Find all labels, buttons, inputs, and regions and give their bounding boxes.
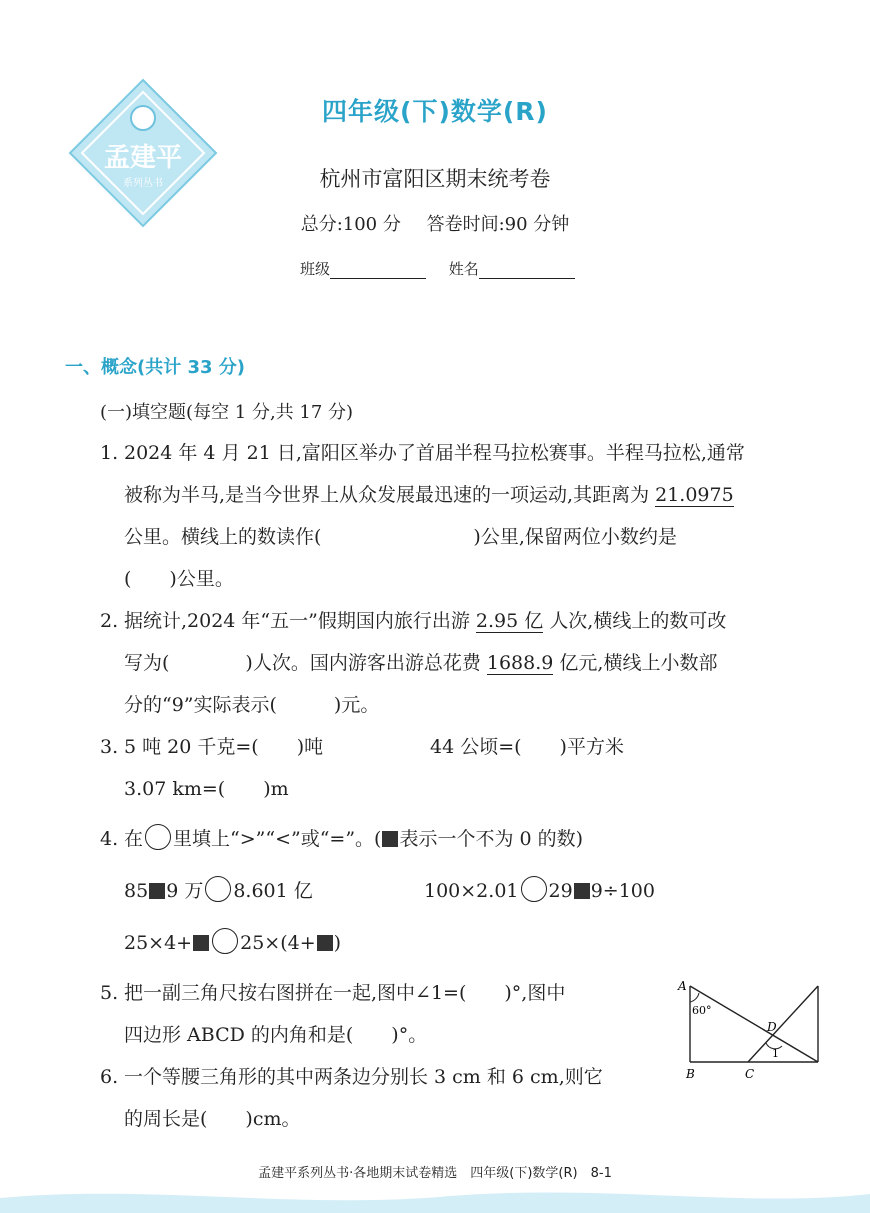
label-B: B [686, 1067, 695, 1081]
black-square-icon [193, 935, 209, 951]
black-square-icon [149, 883, 165, 899]
name-field[interactable] [479, 264, 575, 279]
class-label: 班级 [300, 260, 331, 278]
black-square-icon [317, 935, 333, 951]
compare-circle[interactable] [205, 876, 231, 902]
circle-symbol-icon [145, 824, 171, 850]
footer-wave-decoration [0, 1180, 870, 1213]
black-square-icon [382, 831, 398, 847]
svg-text:系列丛书: 系列丛书 [123, 178, 163, 189]
label-1: 1 [772, 1047, 779, 1060]
question-2: 2. 据统计,2024 年“五一”假期国内旅行出游 2.95 亿 人次,横线上的数可改 写为( )人次。国内游客出游总花费 1688.9 亿元,横线上小数部 分的“9”实际表示( )元。 [100, 610, 727, 716]
class-field[interactable] [330, 264, 426, 279]
subsection-title: (一)填空题(每空 1 分,共 17 分) [100, 402, 354, 423]
label-angle: 60° [692, 1004, 712, 1017]
label-A: A [678, 979, 687, 993]
triangle-figure [668, 974, 826, 1084]
black-square-icon [574, 883, 590, 899]
question-3: 3. 5 吨 20 千克=( )吨 44 公顷=( )平方米 3.07 km=( )m [100, 736, 624, 800]
label-D: D [767, 1020, 777, 1034]
svg-text:孟建平: 孟建平 [103, 143, 183, 173]
question-6: 6. 一个等腰三角形的其中两条边分别长 3 cm 和 6 cm,则它 的周长是( )cm。 [100, 1066, 603, 1130]
exam-info [0, 210, 870, 236]
question-1: 1. 2024 年 4 月 21 日,富阳区举办了首届半程马拉松赛事。半程马拉松,通常 被称为半马,是当今世界上从众发展最迅速的一项运动,其距离为 21.0975 公里。横线上的数读作( )公里,保留两位小数约是 ( )公里。 [100, 442, 745, 590]
question-4: 4. 在 里填上“>”“<”或“=”。( 表示一个不为 0 的数) 85 9 万 8.601 亿 100×2.01 29 9÷100 25×4+ 25×(4+ ) [100, 818, 820, 964]
exam-time: 答卷时间:90 分钟 [426, 214, 570, 235]
student-info [300, 258, 593, 279]
exam-subtitle: 杭州市富阳区期末统考卷 [319, 167, 551, 191]
question-5: 5. 把一副三角尺按右图拼在一起,图中∠1=( )°,图中 四边形 ABCD 的内角和是( )°。 [100, 982, 566, 1046]
section-title: 一、概念(共计 33 分) [65, 357, 246, 378]
compare-circle[interactable] [212, 928, 238, 954]
page-title: 四年级(下)数学(R) [322, 97, 548, 126]
label-C: C [745, 1067, 755, 1081]
compare-circle[interactable] [521, 876, 547, 902]
name-label: 姓名 [448, 260, 479, 278]
total-score: 总分:100 分 [300, 214, 401, 235]
page-footer: 孟建平系列丛书·各地期末试卷精选 四年级(下)数学(R) 8-1 [258, 1166, 612, 1181]
